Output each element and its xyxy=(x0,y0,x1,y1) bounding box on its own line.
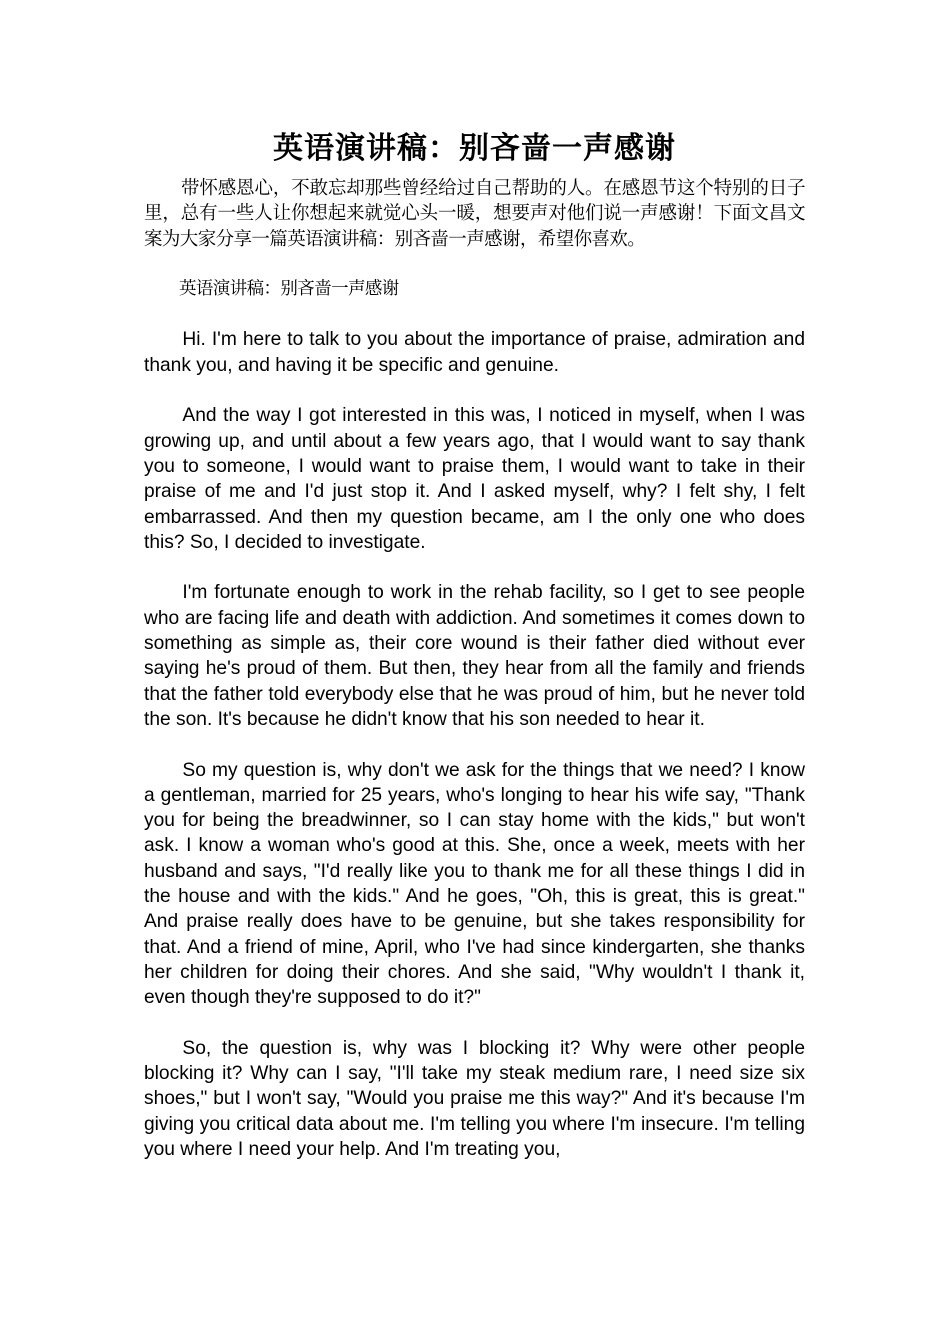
intro-paragraph: 带怀感恩心，不敢忘却那些曾经给过自己帮助的人。在感恩节这个特别的日子里，总有一些人让你想起来就觉心头一暖，想要声对他们说一声感谢！下面文昌文案为大家分享一篇英语演讲稿：别吝啬一声感谢，希望你喜欢。 xyxy=(144,178,805,250)
speech-subtitle: 英语演讲稿：别吝啬一声感谢 xyxy=(179,278,399,299)
body-paragraph-3: I'm fortunate enough to work in the rehab facility, so I get to see people who are facing life and death with addiction. And sometimes it comes down to something as simple as, their core wound is their father died without ever saying he's proud of them. But then, they hear from all the family and friends that the father told everybody else that he was proud of him, but he never told the son. It's because he didn't know that his son needed to hear it. xyxy=(144,582,805,730)
body-paragraph-2: And the way I got interested in this was, I noticed in myself, when I was growing up, and until about a few years ago, that I would want to say thank you to someone, I would want to praise them, I would want to take in their praise of me and I'd just stop it. And I asked myself, why? I felt shy, I felt embarrassed. And then my question became, am I the only one who does this? So, I decided to investigate. xyxy=(144,405,805,553)
body-paragraph-4: So my question is, why don't we ask for the things that we need? I know a gentleman, married for 25 years, who's longing to hear his wife say, "Thank you for being the breadwinner, so I can stay home with the kids," but won't ask. I know a woman who's good at this. She, once a week, meets with her husband and says, "I'd really like you to thank me for all these things I did in the house and with the kids." And he goes, "Oh, this is great, this is great." And praise really does have to be genuine, but she takes responsibility for that. And a friend of mine, April, who I've had since kindergarten, she thanks her children for doing their chores. And she said, "Why wouldn't I thank it, even though they're supposed to do it?" xyxy=(144,759,805,1009)
body-paragraph-1: Hi. I'm here to talk to you about the importance of praise, admiration and thank you, and having it be specific and genuine. xyxy=(144,329,805,376)
document-title: 英语演讲稿：别吝啬一声感谢 xyxy=(273,131,676,166)
document-page xyxy=(144,128,805,1162)
body-paragraph-5: So, the question is, why was I blocking it? Why were other people blocking it? Why can I say, "I'll take my steak medium rare, I need size six shoes," but I won't say, "Would you praise me this way?" And it's because I'm giving you critical data about me. I'm telling you where I'm insecure. I'm telling you where I need your help. And I'm treating you, xyxy=(144,1037,805,1160)
